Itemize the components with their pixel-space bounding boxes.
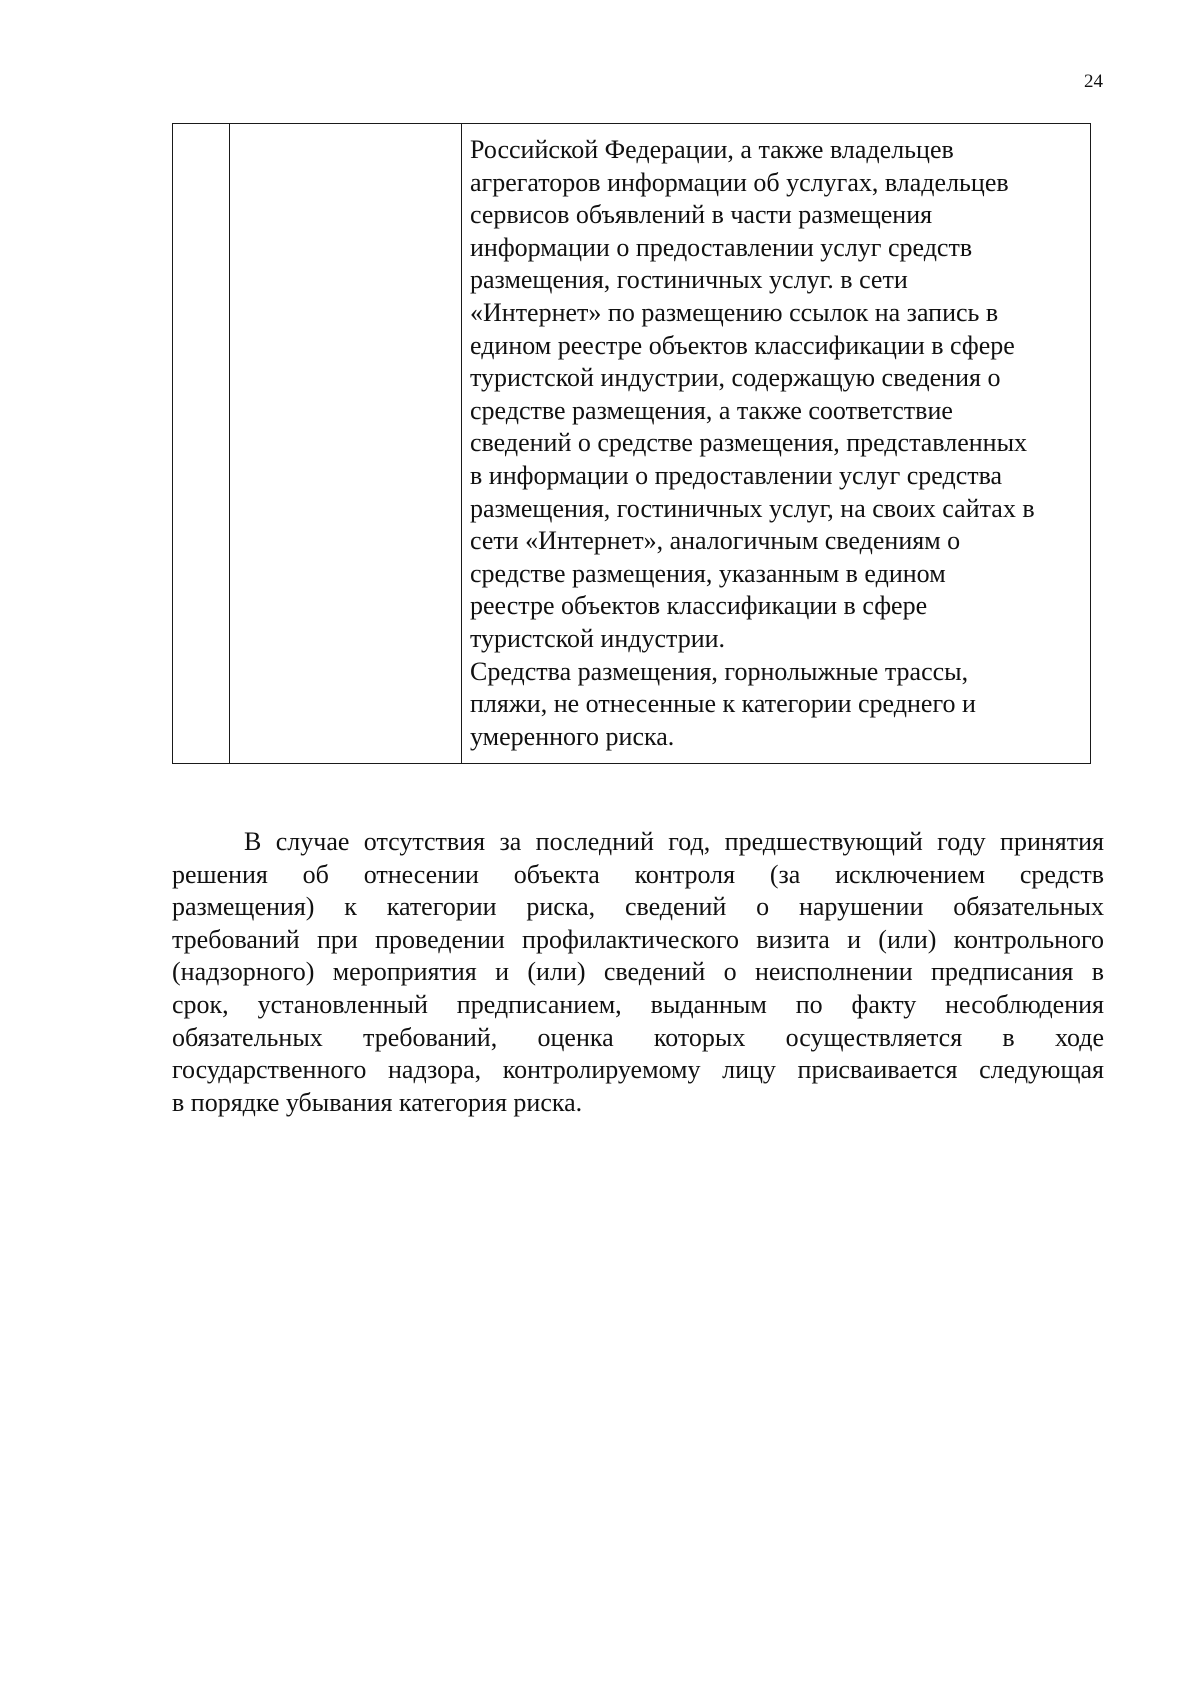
table-cell-line: в информации о предоставлении услуг средства [470, 460, 1003, 490]
table-cell-line: реестре объектов классификации в сфере [470, 591, 928, 621]
table-cell-line: средстве размещения, указанным в едином [470, 558, 946, 588]
table-cell-line: едином реестре объектов классификации в сфере [470, 330, 1015, 360]
table-cell-line: информации о предоставлении услуг средств [470, 232, 973, 262]
body-paragraph-line: В случае отсутствия за последний год, предшествующий году принятия [244, 827, 1104, 856]
table-cell-line: сведений о средстве размещения, представленных [470, 428, 1028, 458]
table-cell-line: туристской индустрии. [470, 623, 726, 653]
page-number: 24 [1084, 71, 1103, 92]
body-paragraph-line: обязательных требований, оценка которых осуществляется в ходе [172, 1022, 1104, 1052]
table-cell-line: размещения, гостиничных услуг. в сети [470, 265, 908, 295]
table-cell-line: агрегаторов информации об услугах, владельцев [470, 167, 1009, 197]
table-cell-paragraph [470, 656, 1084, 754]
table-cell-line: сети «Интернет», аналогичным сведениям о [470, 526, 961, 556]
table-cell-number [173, 124, 230, 764]
table-cell-line: умеренного риска. [470, 721, 675, 751]
body-paragraph-line: срок, установленный предписанием, выданным по факту несоблюдения [172, 989, 1104, 1019]
table-cell-line: размещения, гостиничных услуг, на своих сайтах в [470, 493, 1035, 523]
body-paragraph-line: размещения) к категории риска, сведений о нарушении обязательных [172, 892, 1104, 922]
risk-category-table [172, 123, 1091, 764]
table-cell-name [230, 124, 462, 764]
table-row [173, 124, 1091, 764]
table-cell-line: пляжи, не отнесенные к категории среднего и [470, 689, 976, 719]
table-cell-line: «Интернет» по размещению ссылок на запись в [470, 297, 999, 327]
table-cell-line: Средства размещения, горнолыжные трассы, [470, 656, 969, 686]
body-paragraph [172, 826, 1104, 1119]
table-cell-paragraph [470, 134, 1084, 656]
table-cell-line: средстве размещения, а также соответствие [470, 395, 953, 425]
body-paragraph-line: в порядке убывания категория риска. [172, 1087, 583, 1117]
body-paragraph-line: требований при проведении профилактического визита и (или) контрольного [172, 924, 1104, 954]
body-paragraph-line: государственного надзора, контролируемому лицу присваивается следующая [172, 1055, 1104, 1085]
table-cell-line: сервисов объявлений в части размещения [470, 200, 933, 230]
body-paragraph-line: решения об отнесении объекта контроля (за исключением средств [172, 859, 1104, 889]
body-paragraph-line: (надзорного) мероприятия и (или) сведений о неисполнении предписания в [172, 957, 1104, 987]
table-cell-line: туристской индустрии, содержащую сведения о [470, 363, 1001, 393]
table-cell-description [462, 124, 1091, 764]
table-cell-description-text [462, 124, 1090, 753]
table-cell-line: Российской Федерации, а также владельцев [470, 135, 954, 164]
